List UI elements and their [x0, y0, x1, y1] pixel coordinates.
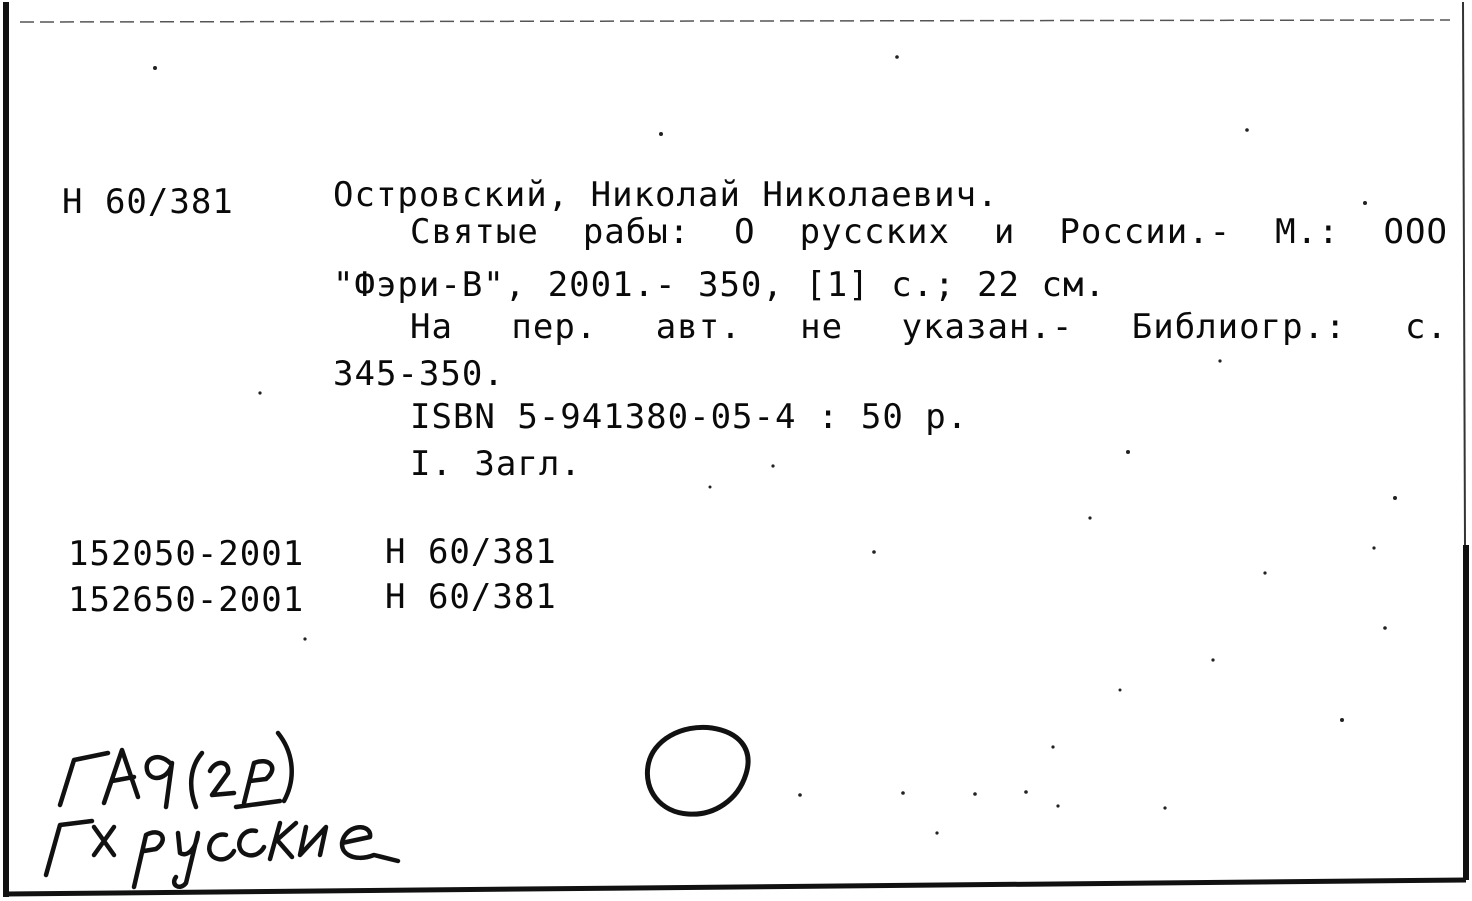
title-word: М.: — [1275, 212, 1340, 252]
accession-number: 152650-2001 — [68, 580, 305, 620]
title-word: и — [993, 212, 1016, 252]
title-word: рабы: — [582, 212, 691, 252]
title-word: России.- — [1059, 212, 1232, 252]
note-word: На — [410, 307, 453, 347]
note-word: указан.- — [901, 307, 1074, 347]
title-word: ООО — [1383, 212, 1448, 252]
stamp-circle — [630, 718, 760, 828]
title-line — [410, 212, 1448, 252]
isbn-line: ISBN 5-941380-05-4 : 50 р. — [410, 397, 969, 437]
author-heading: Островский, Николай Николаевич. — [333, 175, 999, 215]
accession-number: 152050-2001 — [68, 534, 305, 574]
imprint-line: "Фэри-В", 2001.- 350, [1] с.; 22 см. — [333, 265, 1106, 305]
note-word: пер. — [511, 307, 598, 347]
note-word: не — [800, 307, 844, 347]
accession-shelfmark: Н 60/381 — [385, 577, 557, 617]
note-continuation: 345-350. — [333, 354, 505, 394]
handwritten-classification — [30, 715, 410, 895]
shelfmark: Н 60/381 — [62, 182, 234, 222]
tracing-line: I. Загл. — [410, 444, 582, 484]
accession-shelfmark: Н 60/381 — [385, 532, 557, 572]
title-word: О — [734, 212, 756, 252]
note-word: Библиогр.: — [1131, 307, 1347, 347]
note-word: авт. — [655, 307, 742, 347]
note-word: с. — [1404, 307, 1448, 347]
title-word: русских — [799, 212, 950, 252]
title-word: Святые — [410, 212, 539, 252]
note-line — [410, 307, 1448, 347]
